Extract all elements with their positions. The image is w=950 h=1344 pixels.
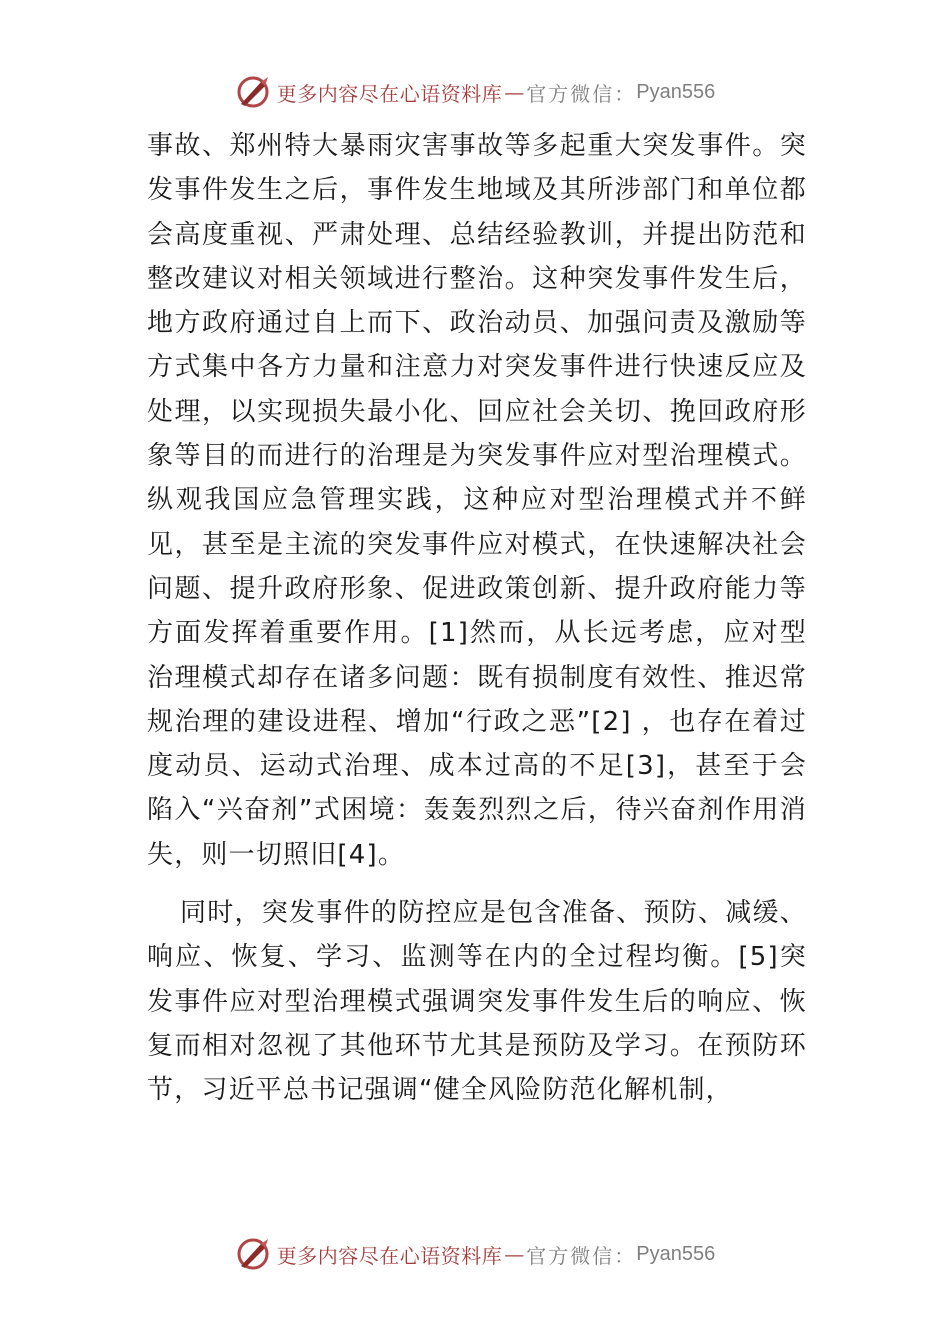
header-watermark: [0, 72, 950, 112]
watermark-dash: —: [504, 1242, 525, 1266]
footer-watermark: [0, 1234, 950, 1274]
quill-logo-icon: [235, 74, 271, 110]
body-paragraph-1: 事故、郑州特大暴雨灾害事故等多起重大突发事件。突发事件发生之后，事件发生地域及其所涉部门和单位都会高度重视、严肃处理、总结经验教训，并提出防范和整改建议对相关领域进行整治。这种突发事件发生后，地方政府通过自上而下、政治动员、加强问责及激励等方式集中各方力量和注意力对突发事件进行快速反应及处理，以实现损失最小化、回应社会关切、挽回政府形象等目的而进行的治理是为突发事件应对型治理模式。纵观我国应急管理实践，这种应对型治理模式并不鲜见，甚至是主流的突发事件应对模式，在快速解决社会问题、提升政府形象、促进政策创新、提升政府能力等方面发挥着重要作用。[1]然而，从长远考虑，应对型治理模式却存在诸多问题：既有损制度有效性、推迟常规治理的建设进程、增加“行政之恶”[2] ，也存在着过度动员、运动式治理、成本过高的不足[3]，甚至于会陷入“兴奋剂”式困境：轰轰烈烈之后，待兴奋剂作用消失，则一切照旧[4]。: [147, 131, 807, 870]
body-paragraph-2: 同时，突发事件的防控应是包含准备、预防、减缓、响应、恢复、学习、监测等在内的全过程均衡。[5]突发事件应对型治理模式强调突发事件发生后的响应、恢复而相对忽视了其他环节尤其是预防及学习。在预防环节，习近平总书记强调“健全风险防范化解机制，: [147, 898, 807, 1106]
watermark-title: 更多内容尽在心语资料库: [276, 81, 503, 106]
watermark-wechat-label: 官方微信：: [526, 1243, 637, 1268]
watermark-dash: —: [504, 80, 525, 104]
watermark-wechat-id: Pyan556: [636, 1242, 716, 1265]
watermark-wechat-label: 官方微信：: [526, 81, 637, 106]
watermark-wechat-id: Pyan556: [636, 80, 716, 103]
watermark-title: 更多内容尽在心语资料库: [276, 1243, 503, 1268]
quill-logo-icon: [235, 1236, 271, 1272]
document-body: [147, 124, 807, 1113]
